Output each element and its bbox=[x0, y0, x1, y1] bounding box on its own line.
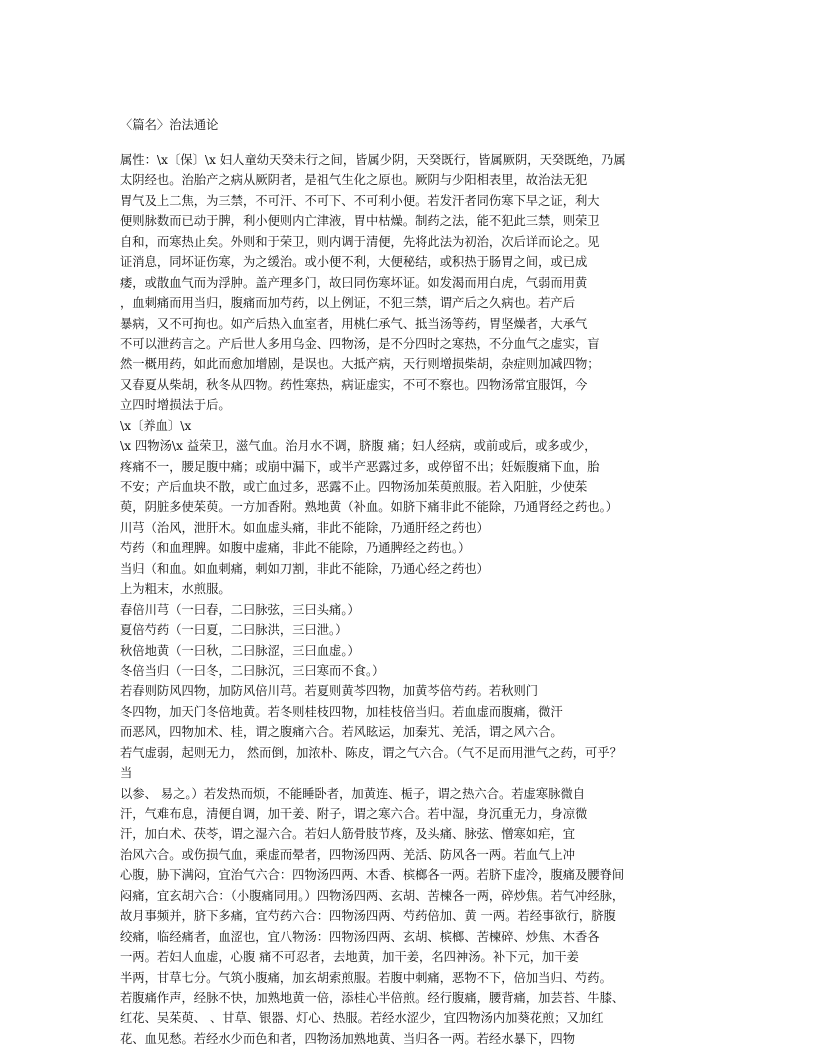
text-line: 属性：\x〔保〕\x 妇人童幼天癸未行之间，皆属少阴，天癸既行，皆属厥阴，天癸既绝，乃属 bbox=[120, 153, 626, 167]
text-line: 证消息，同坏证伤寒，为之缓治。或小便不利，大便秘结，或积热于肠胃之间，或已成 bbox=[120, 255, 588, 270]
text-line: 若气虚弱，起则无力， 然而倒，加浓朴、陈皮，谓之气六合。（气不足而用泄气之药，可乎？ bbox=[120, 745, 622, 760]
body-text bbox=[120, 150, 810, 1049]
text-line: 立四时增损法于后。 bbox=[120, 398, 231, 413]
text-line: 川芎（治风，泄肝木。如血虚头痛，非此不能除，乃通肝经之药也） bbox=[120, 520, 489, 535]
subsection-heading: \x〔养血〕\x bbox=[120, 418, 192, 433]
text-line: 暴病，又不可拘也。如产后热入血室者，用桃仁承气、抵当汤等药，胃坚燥者，大承气 bbox=[120, 316, 588, 331]
text-line: ，血刺痛而用当归，腹痛而加芍药，以上例证，不犯三禁，谓产后之久病也。若产后 bbox=[120, 296, 575, 311]
text-line: \x 四物汤\x 益荣卫，滋气血。治月水不调，脐腹 痛；妇人经病，或前或后，或多或少， bbox=[120, 439, 597, 454]
text-line: 一两。若妇人血虚，心腹 痛不可忍者，去地黄，加干姜，名四神汤。补下元，加干姜 bbox=[120, 950, 579, 965]
text-line: 自和，而寒热止矣。外则和于荣卫，则内调于清便，先将此法为初治，次后详而论之。见 bbox=[120, 234, 600, 249]
text-line: 以参、 易之。）若发热而烦，不能睡卧者，加黄连、栀子，谓之热六合。若虚寒脉微自 bbox=[120, 786, 586, 801]
text-line: 然一概用药，如此而愈加增剧，是误也。大抵产病，天行则增损柴胡，杂症则加减四物； bbox=[120, 357, 600, 372]
text-line: 汗，加白术、茯苓，谓之湿六合。若妇人筋骨肢节疼，及头痛、脉弦、憎寒如疟，宜 bbox=[120, 827, 575, 842]
text-line: 当归（和血。如血刺痛，刺如刀割，非此不能除，乃通心经之药也） bbox=[120, 561, 489, 576]
text-line: 上为粗末，水煎服。 bbox=[120, 582, 231, 597]
text-line: 汗，气难布息，清便自调，加干姜、附子，谓之寒六合。若中湿，身沉重无力，身凉微 bbox=[120, 807, 588, 821]
text-line: 胃气及上二焦，为三禁，不可汗、不可下、不可利小便。若发汗者同伤寒下早之证，利大 bbox=[120, 193, 600, 208]
text-line: 夏倍芍药（一曰夏，二曰脉洪，三曰泄。） bbox=[120, 623, 348, 638]
text-line: 心腹，胁下满闷，宜治气六合：四物汤四两、木香、槟榔各一两。若脐下虚冷，腹痛及腰脊间 bbox=[120, 868, 625, 883]
text-line: 绞痛，临经痛者，血涩也，宜八物汤：四物汤四两、玄胡、槟榔、苦楝碎、炒焦、木香各 bbox=[120, 929, 600, 944]
text-line: 太阴经也。治胎产之病从厥阴者，是祖气生化之原也。厥阴与少阳相表里，故治法无犯 bbox=[120, 173, 588, 188]
text-line: 故月事频并，脐下多痛，宜芍药六合：四物汤四两、芍药倍加、黄 一两。若经事欲行，脐腹 bbox=[120, 909, 616, 924]
text-line: 治风六合。或伤损气血，乘虚而晕者，四物汤四两、羌活、防风各一两。若血气上冲 bbox=[120, 847, 575, 862]
text-line: 春倍川芎（一曰春，二曰脉弦，三曰头痛。） bbox=[120, 602, 360, 617]
text-line: 秋倍地黄（一曰秋，二曰脉涩，三曰血虚。） bbox=[120, 643, 360, 658]
text-line: 闷痛，宜玄胡六合：（小腹痛同用。）四物汤四两、玄胡、苦楝各一两，碎炒焦。若气冲经脉， bbox=[120, 888, 625, 903]
text-line: 萸，阴脏多使茱萸。一方加香附。熟地黄（补血。如脐下痛非此不能除，乃通肾经之药也。） bbox=[120, 500, 619, 515]
text-line: 而恶风，四物加术、桂，谓之腹痛六合。若风眩运，加秦艽、羌活，谓之风六合。 bbox=[120, 725, 563, 740]
text-line: 不可以泄药言之。产后世人多用乌金、四物汤，是不分四时之寒热，不分血气之虚实，盲 bbox=[120, 336, 600, 351]
text-line: 不安；产后血块不散，或亡血过多，恶露不止。四物汤加茱萸煎服。若入阳脏，少使茱 bbox=[120, 480, 588, 494]
text-line: 冬四物，加天门冬倍地黄。若冬则桂枝四物，加桂枝倍当归。若血虚而腹痛，微汗 bbox=[120, 704, 563, 719]
text-line: 痿，或散血气而为浮肿。盖产理多门，故曰同伤寒坏证。如发渴而用白虎，气弱而用黄 bbox=[120, 275, 588, 290]
text-line: 疼痛不一，腰足腹中痛；或崩中漏下，或半产恶露过多，或停留不出；妊娠腹痛下血，胎 bbox=[120, 459, 600, 474]
text-line: 芍药（和血理脾。如腹中虚痛，非此不能除，乃通脾经之药也。） bbox=[120, 541, 471, 556]
text-line: 红花、吴茱萸、 、甘草、银器、灯心、热服。若经水涩少，宜四物汤内加葵花煎；又加红 bbox=[120, 1011, 604, 1026]
text-line: 冬倍当归（一曰冬，二曰脉沉，三曰寒而不食。） bbox=[120, 663, 385, 678]
text-line: 花、血见愁。若经水少而色和者，四物汤加熟地黄、当归各一两。若经水暴下，四物 bbox=[120, 1031, 575, 1046]
section-heading: 〈篇名〉治法通论 bbox=[120, 118, 219, 132]
text-line: 当 bbox=[120, 766, 133, 781]
text-line: 若春则防风四物，加防风倍川芎。若夏则黄芩四物，加黄芩倍芍药。若秋则门 bbox=[120, 684, 539, 699]
text-line: 若腹痛作声，经脉不快，加熟地黄一倍，添桂心半倍煎。经行腹痛，腰背痛，加芸苔、牛膝、 bbox=[120, 990, 625, 1005]
text-line: 便则脉数而已动于脾，利小便则内亡津液，胃中枯燥。制药之法，能不犯此三禁，则荣卫 bbox=[120, 214, 600, 229]
text-line: 又春夏从柴胡，秋冬从四物。药性寒热，病证虚实，不可不察也。四物汤常宜服饵，今 bbox=[120, 377, 588, 392]
text-line: 半两，甘草七分。气筑小腹痛，加玄胡索煎服。若腹中刺痛，恶物不下，倍加当归、芍药。 bbox=[120, 970, 612, 985]
